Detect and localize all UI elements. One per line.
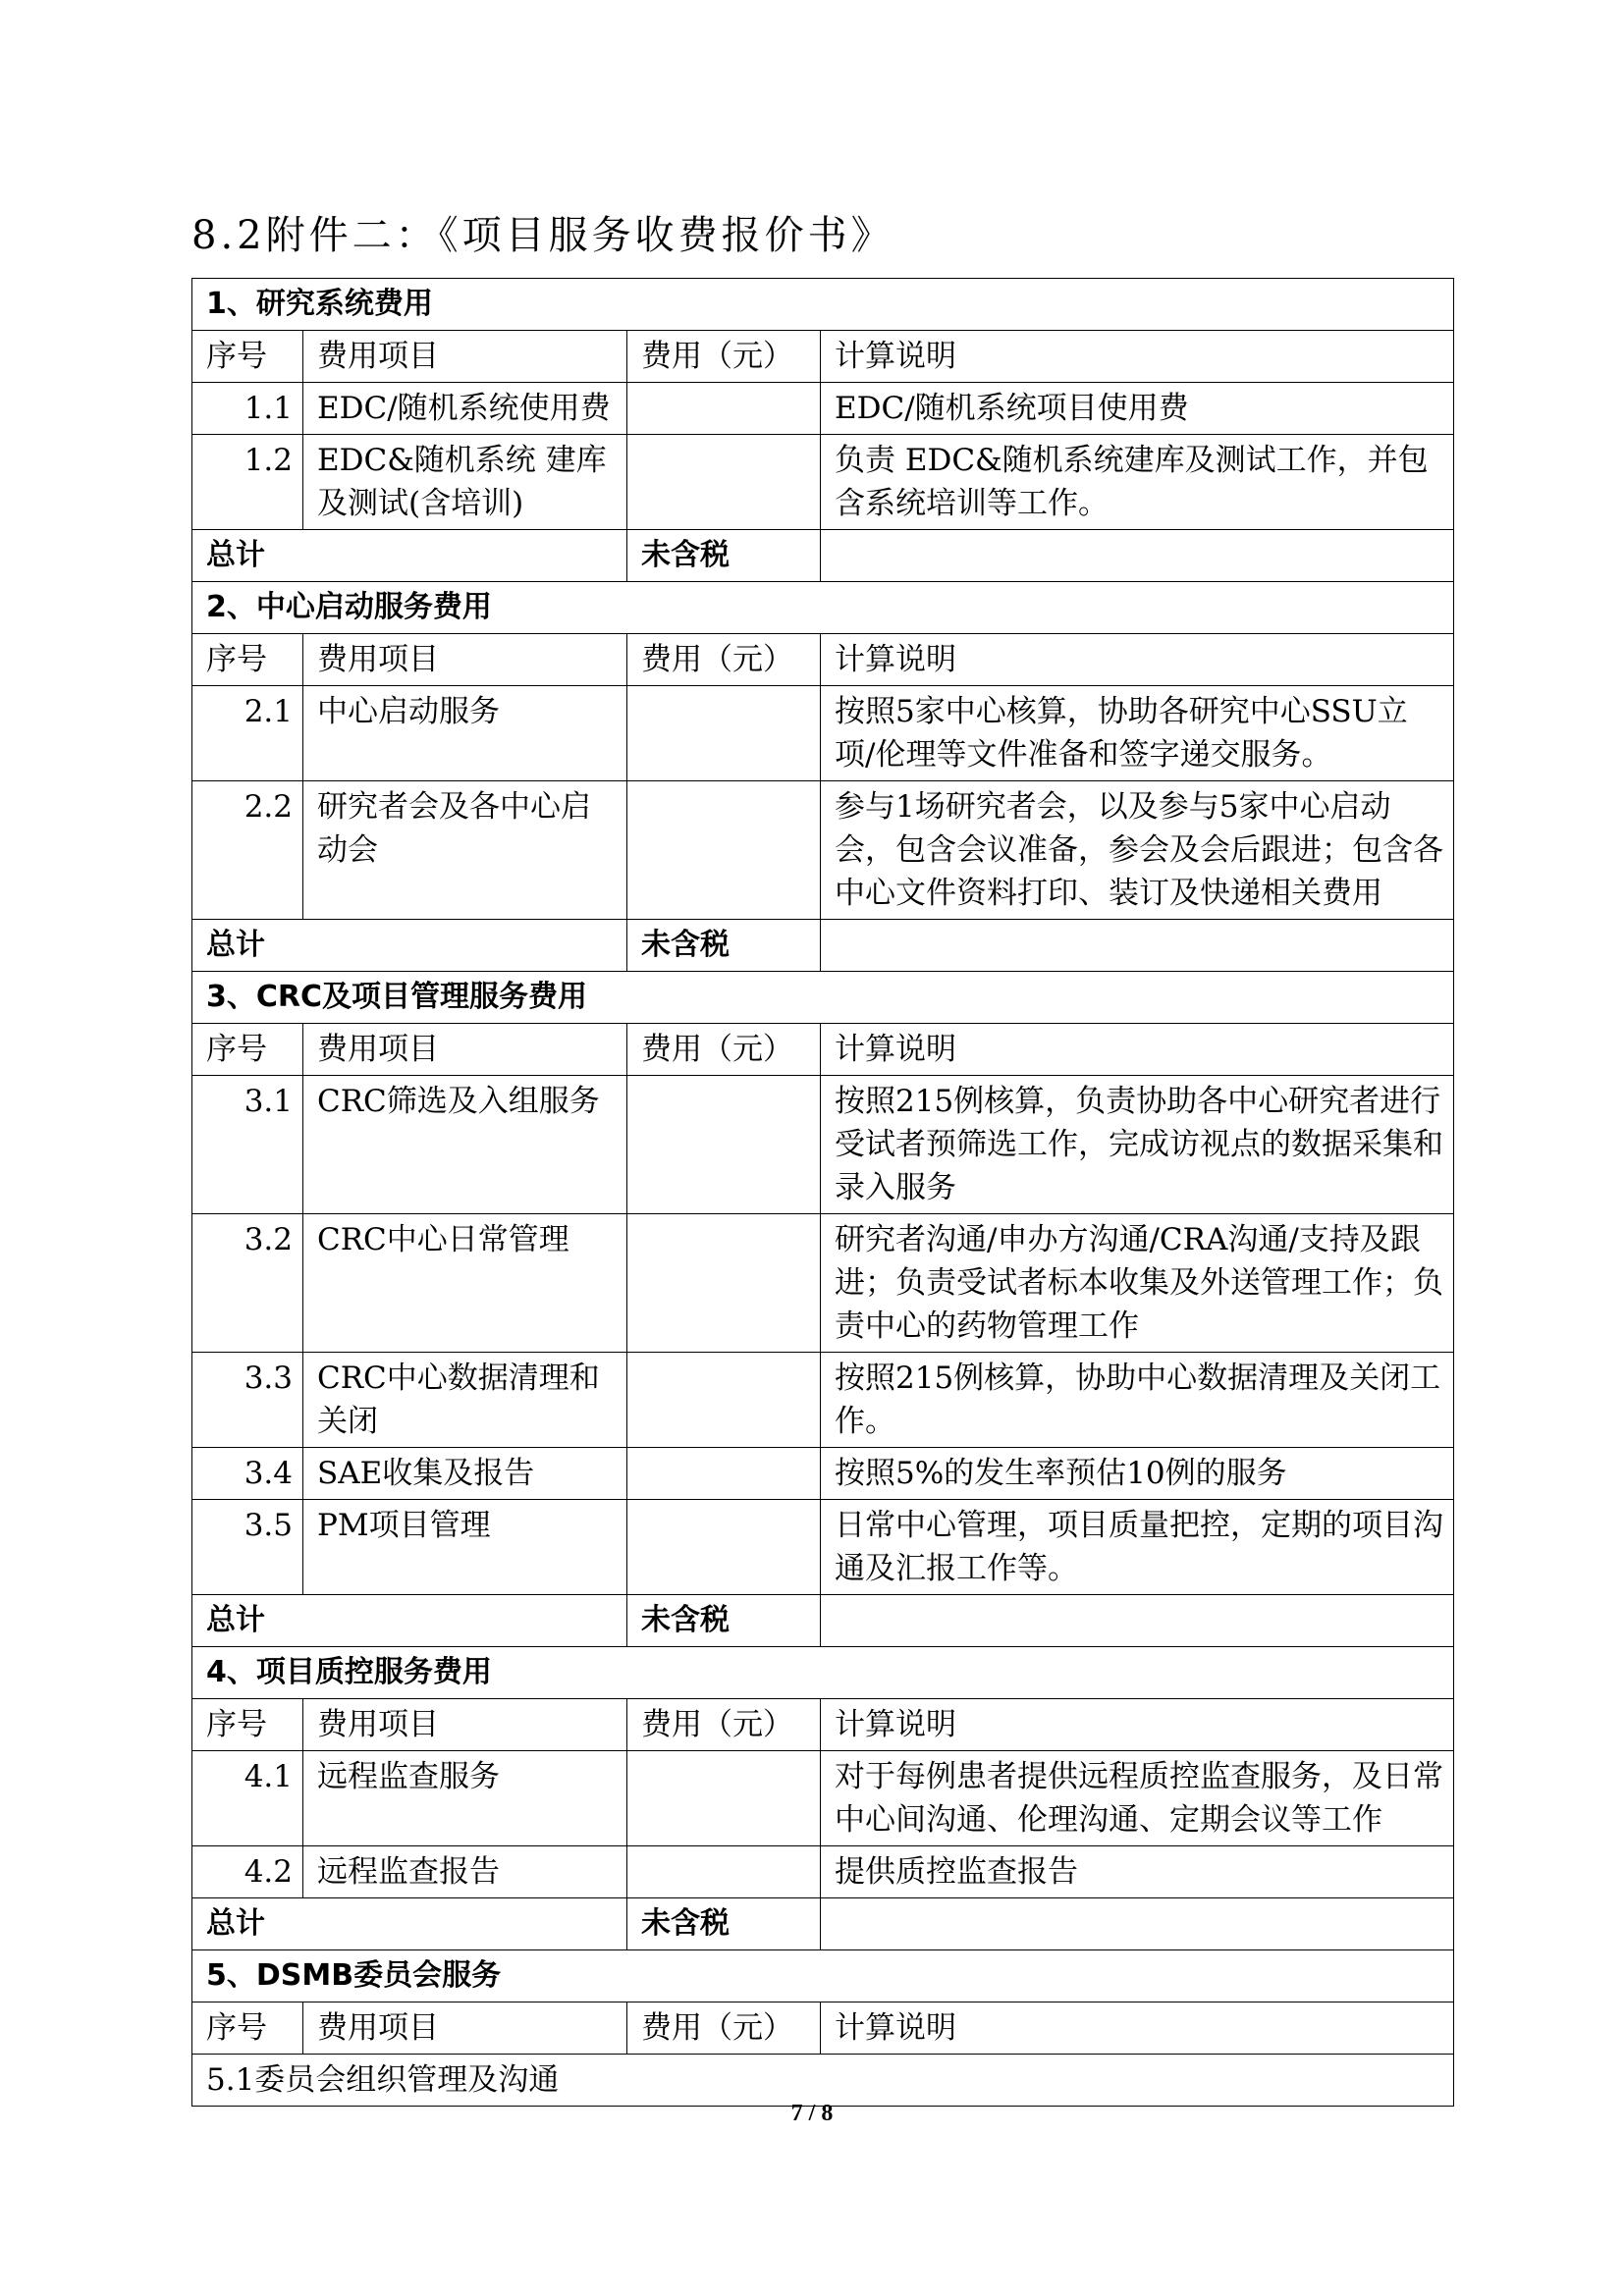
header-no: 序号 bbox=[192, 331, 303, 383]
row-item: CRC中心日常管理 bbox=[303, 1214, 627, 1353]
row-note: 提供质控监查报告 bbox=[821, 1846, 1454, 1898]
row-number: 1.1 bbox=[192, 383, 303, 435]
table-row bbox=[192, 686, 1454, 781]
section-title: 2、中心启动服务费用 bbox=[192, 582, 1454, 634]
header-fee: 费用（元） bbox=[627, 634, 821, 686]
section-header-row bbox=[192, 582, 1454, 634]
total-note bbox=[821, 1898, 1454, 1950]
row-number: 2.1 bbox=[192, 686, 303, 781]
row-number: 2.2 bbox=[192, 781, 303, 920]
row-note: 负责 EDC&随机系统建库及测试工作，并包含系统培训等工作。 bbox=[821, 435, 1454, 530]
row-fee bbox=[627, 1353, 821, 1448]
row-item: PM项目管理 bbox=[303, 1500, 627, 1595]
row-note: 日常中心管理，项目质量把控，定期的项目沟通及汇报工作等。 bbox=[821, 1500, 1454, 1595]
tax-label: 未含税 bbox=[627, 530, 821, 582]
row-note: 参与1场研究者会，以及参与5家中心启动会，包含会议准备，参会及会后跟进；包含各中心文件资料打印、装订及快递相关费用 bbox=[821, 781, 1454, 920]
row-item: 中心启动服务 bbox=[303, 686, 627, 781]
section-header-row bbox=[192, 972, 1454, 1024]
table-row bbox=[192, 1076, 1454, 1214]
row-number: 3.1 bbox=[192, 1076, 303, 1214]
row-item: 远程监查报告 bbox=[303, 1846, 627, 1898]
row-note: 研究者沟通/申办方沟通/CRA沟通/支持及跟进；负责受试者标本收集及外送管理工作；负责中心的药物管理工作 bbox=[821, 1214, 1454, 1353]
table-row bbox=[192, 1500, 1454, 1595]
header-no: 序号 bbox=[192, 2002, 303, 2055]
row-fee bbox=[627, 1500, 821, 1595]
table-row bbox=[192, 1751, 1454, 1846]
total-note bbox=[821, 530, 1454, 582]
total-label: 总计 bbox=[192, 530, 627, 582]
section-header-row bbox=[192, 279, 1454, 331]
row-number: 3.5 bbox=[192, 1500, 303, 1595]
total-note bbox=[821, 1595, 1454, 1647]
header-note: 计算说明 bbox=[821, 331, 1454, 383]
section-title: 1、研究系统费用 bbox=[192, 279, 1454, 331]
total-note bbox=[821, 920, 1454, 972]
table-row bbox=[192, 1214, 1454, 1353]
header-no: 序号 bbox=[192, 1024, 303, 1076]
row-fee bbox=[627, 435, 821, 530]
header-fee: 费用（元） bbox=[627, 331, 821, 383]
table-row bbox=[192, 1448, 1454, 1500]
row-fee bbox=[627, 1076, 821, 1214]
row-item: 研究者会及各中心启动会 bbox=[303, 781, 627, 920]
table-row bbox=[192, 781, 1454, 920]
row-item: EDC/随机系统使用费 bbox=[303, 383, 627, 435]
section-header-row bbox=[192, 1647, 1454, 1699]
total-label: 总计 bbox=[192, 1595, 627, 1647]
header-note: 计算说明 bbox=[821, 634, 1454, 686]
header-note: 计算说明 bbox=[821, 2002, 1454, 2055]
row-number: 1.2 bbox=[192, 435, 303, 530]
row-number: 3.4 bbox=[192, 1448, 303, 1500]
row-fee bbox=[627, 686, 821, 781]
row-number: 3.2 bbox=[192, 1214, 303, 1353]
row-number: 3.3 bbox=[192, 1353, 303, 1448]
page-title: 8.2附件二：《项目服务收费报价书》 bbox=[191, 213, 894, 258]
table-row bbox=[192, 1353, 1454, 1448]
row-note: 按照215例核算，协助中心数据清理及关闭工作。 bbox=[821, 1353, 1454, 1448]
header-item: 费用项目 bbox=[303, 331, 627, 383]
column-header-row bbox=[192, 1024, 1454, 1076]
tax-label: 未含税 bbox=[627, 1595, 821, 1647]
row-number: 4.2 bbox=[192, 1846, 303, 1898]
column-header-row bbox=[192, 331, 1454, 383]
column-header-row bbox=[192, 2002, 1454, 2055]
header-note: 计算说明 bbox=[821, 1024, 1454, 1076]
header-fee: 费用（元） bbox=[627, 1024, 821, 1076]
row-note: 按照5家中心核算，协助各研究中心SSU立项/伦理等文件准备和签字递交服务。 bbox=[821, 686, 1454, 781]
header-item: 费用项目 bbox=[303, 1699, 627, 1751]
header-no: 序号 bbox=[192, 634, 303, 686]
total-label: 总计 bbox=[192, 1898, 627, 1950]
table-row bbox=[192, 2055, 1454, 2107]
row-fee bbox=[627, 1214, 821, 1353]
section-title: 3、CRC及项目管理服务费用 bbox=[192, 972, 1454, 1024]
row-item: CRC中心数据清理和关闭 bbox=[303, 1353, 627, 1448]
section5-item: 5.1委员会组织管理及沟通 bbox=[192, 2055, 1454, 2107]
header-item: 费用项目 bbox=[303, 2002, 627, 2055]
page-number: 7 / 8 bbox=[790, 2101, 834, 2126]
row-item: SAE收集及报告 bbox=[303, 1448, 627, 1500]
row-note: 按照215例核算，负责协助各中心研究者进行受试者预筛选工作，完成访视点的数据采集和录入服务 bbox=[821, 1076, 1454, 1214]
row-fee bbox=[627, 781, 821, 920]
row-item: 远程监查服务 bbox=[303, 1751, 627, 1846]
row-note: 对于每例患者提供远程质控监查服务，及日常中心间沟通、伦理沟通、定期会议等工作 bbox=[821, 1751, 1454, 1846]
total-row bbox=[192, 530, 1454, 582]
row-number: 4.1 bbox=[192, 1751, 303, 1846]
total-row bbox=[192, 1595, 1454, 1647]
total-label: 总计 bbox=[192, 920, 627, 972]
row-fee bbox=[627, 1846, 821, 1898]
fee-table-body bbox=[192, 279, 1454, 2107]
row-item: CRC筛选及入组服务 bbox=[303, 1076, 627, 1214]
section-title: 5、DSMB委员会服务 bbox=[192, 1950, 1454, 2002]
table-row bbox=[192, 1846, 1454, 1898]
row-note: EDC/随机系统项目使用费 bbox=[821, 383, 1454, 435]
header-fee: 费用（元） bbox=[627, 1699, 821, 1751]
tax-label: 未含税 bbox=[627, 1898, 821, 1950]
table-row bbox=[192, 383, 1454, 435]
column-header-row bbox=[192, 634, 1454, 686]
header-item: 费用项目 bbox=[303, 634, 627, 686]
row-note: 按照5%的发生率预估10例的服务 bbox=[821, 1448, 1454, 1500]
total-row bbox=[192, 920, 1454, 972]
header-fee: 费用（元） bbox=[627, 2002, 821, 2055]
section-header-row bbox=[192, 1950, 1454, 2002]
row-fee bbox=[627, 1751, 821, 1846]
header-note: 计算说明 bbox=[821, 1699, 1454, 1751]
row-item: EDC&随机系统 建库及测试(含培训) bbox=[303, 435, 627, 530]
row-fee bbox=[627, 383, 821, 435]
fee-quote-table bbox=[191, 278, 1454, 2107]
table-row bbox=[192, 435, 1454, 530]
total-row bbox=[192, 1898, 1454, 1950]
tax-label: 未含税 bbox=[627, 920, 821, 972]
column-header-row bbox=[192, 1699, 1454, 1751]
header-item: 费用项目 bbox=[303, 1024, 627, 1076]
header-no: 序号 bbox=[192, 1699, 303, 1751]
section-title: 4、项目质控服务费用 bbox=[192, 1647, 1454, 1699]
row-fee bbox=[627, 1448, 821, 1500]
